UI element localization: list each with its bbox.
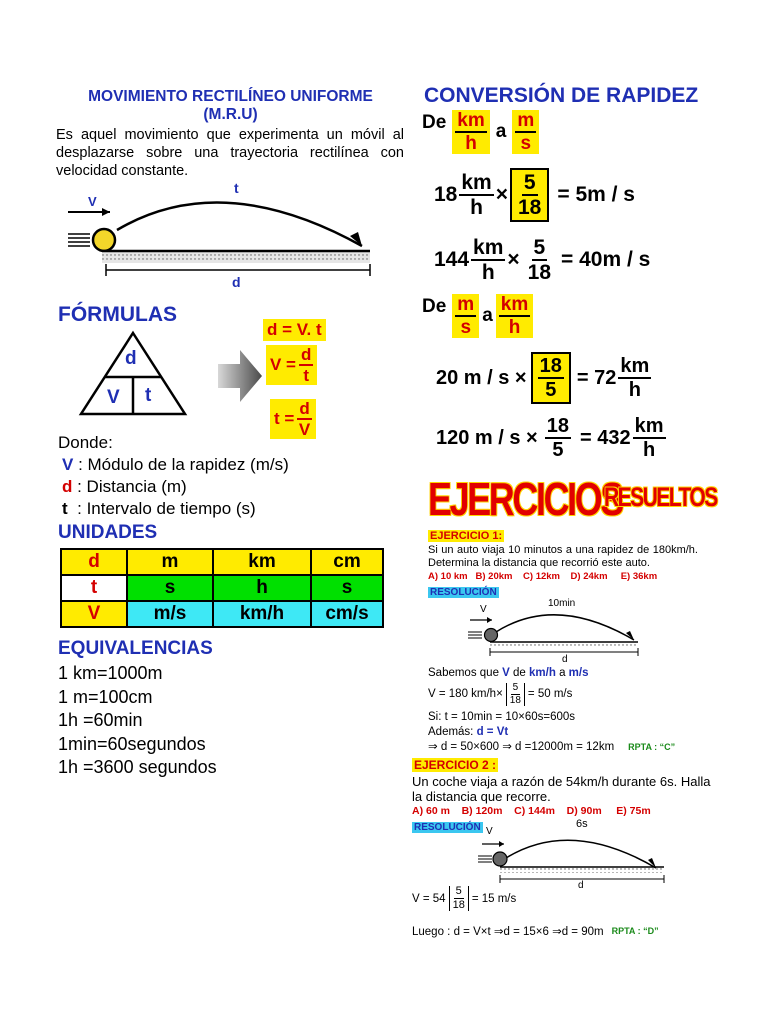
- eq3-kmh: [618, 356, 651, 400]
- eq1-coef: 18: [434, 183, 458, 206]
- eq1-factor: [510, 168, 549, 222]
- ex1-line2-left: V = 180 km/h×: [428, 688, 503, 700]
- kmh-den: h: [465, 133, 477, 154]
- ex2-options: A) 60 m B) 120m C) 144m D) 90m E) 75m: [412, 805, 651, 817]
- ex2-line2-text: Luego : d = V×t ⇒d = 15×6 ⇒d = 90m: [412, 926, 604, 938]
- conversion-eq2: [434, 237, 650, 283]
- ex1-line5-text: ⇒ d = 50×600 ⇒ d =12000m = 12km: [428, 741, 615, 753]
- eq4-result: = 432: [580, 426, 631, 449]
- ms-fraction-2: [452, 294, 479, 338]
- eq1-times: ×: [495, 183, 508, 206]
- ex2-resolucion: RESOLUCIÓN: [414, 822, 481, 833]
- formula-triangle: [78, 330, 188, 418]
- ms-num: m: [517, 110, 535, 131]
- ex1-diag-d: d: [562, 654, 568, 665]
- conversion-title: CONVERSIÓN DE RAPIDEZ: [424, 84, 699, 107]
- donde-sym: t: [62, 499, 68, 518]
- table-cell: m/s: [127, 601, 213, 627]
- eq3-factor: [531, 352, 571, 404]
- diagram-d-label: d: [232, 274, 241, 290]
- mru-diagram: [62, 178, 382, 290]
- mru-definition: Es aquel movimiento que experimenta un móvil al desplazarse sobre una trayectoria rectilínea con velocidad constante.: [56, 127, 404, 179]
- arrow-icon: [218, 348, 264, 404]
- eq4-factor-num: 18: [546, 415, 569, 437]
- table-cell: d: [61, 549, 127, 575]
- table-cell: h: [213, 575, 311, 601]
- list-item: 1 m=100cm: [58, 686, 153, 707]
- table-cell: s: [311, 575, 383, 601]
- ex1-diag-t: 10min: [548, 598, 576, 609]
- ex1-line1: [428, 666, 708, 681]
- donde-text: : Módulo de la rapidez (m/s): [73, 455, 289, 474]
- eq4-left: 120 m / s ×: [436, 426, 538, 449]
- eq3-result: = 72: [576, 366, 617, 389]
- table-cell: cm: [311, 549, 383, 575]
- ms-den: s: [520, 133, 532, 154]
- ex2-line1-den: 18: [452, 899, 465, 911]
- ex1-line5: [428, 740, 708, 755]
- donde-item: [58, 454, 289, 476]
- ex2-title: EJERCICIO 2 :: [414, 758, 497, 772]
- eq4-factor-den: 5: [552, 439, 564, 461]
- eq2-result: = 40m / s: [561, 248, 651, 271]
- formula-d: d = V. t: [263, 319, 326, 341]
- donde-item: [58, 476, 289, 498]
- table-row: [61, 549, 383, 575]
- banner-small: RESUELTOS: [604, 482, 717, 512]
- formula-v: [266, 345, 317, 385]
- list-item: 1h =60min: [58, 710, 143, 730]
- ex1-title: EJERCICIO 1:: [430, 530, 503, 542]
- table-cell: s: [127, 575, 213, 601]
- eq3-factor-den: 5: [545, 379, 557, 401]
- ejercicio-1: [428, 526, 698, 600]
- kmh2-den: h: [508, 317, 521, 338]
- donde-text: : Intervalo de tiempo (s): [67, 499, 256, 518]
- ex1-resolucion: RESOLUCIÓN: [430, 587, 497, 598]
- table-row: [61, 575, 383, 601]
- equivalencias-list: [58, 662, 217, 780]
- mru-title-line2: (M.R.U): [203, 106, 258, 123]
- table-cell: km/h: [213, 601, 311, 627]
- kmh-num: km: [457, 110, 485, 131]
- ex1-line2: [428, 683, 708, 706]
- diagram-v-label: V: [88, 194, 97, 209]
- ex2-diag-d: d: [578, 880, 584, 891]
- ex1-line2-num: 5: [512, 682, 519, 693]
- a-label: a: [482, 305, 493, 326]
- ex1-line4: [428, 725, 708, 740]
- ms-fraction: [512, 110, 539, 154]
- list-item: 1h =3600 segundos: [58, 757, 217, 777]
- donde-sym: d: [62, 477, 73, 496]
- kmh-fraction-2: [496, 294, 533, 338]
- eq3-km: km: [620, 355, 650, 377]
- speed-lines: [68, 234, 90, 246]
- formulas-title: FÓRMULAS: [58, 303, 177, 326]
- ex1-options: A) 10 km B) 20km C) 12km D) 24km E) 36km: [428, 571, 658, 582]
- eq2-km: km: [473, 236, 504, 259]
- list-item: 1min=60segundos: [58, 733, 206, 754]
- eq1-h: h: [470, 196, 483, 219]
- ex1-diag-v: V: [480, 604, 487, 615]
- moving-ball: [93, 229, 115, 251]
- ex1-line1-a: Sabemos que: [428, 667, 503, 679]
- unidades-table: [60, 548, 384, 628]
- donde-block: [58, 432, 289, 520]
- conversion-eq3: [436, 352, 651, 404]
- ex2-statement: Un coche viaja a razón de 54km/h durante 6s. Halla la distancia que recorre.: [412, 774, 711, 804]
- a-label: a: [495, 121, 507, 142]
- conversion-eq1: [434, 168, 635, 222]
- ms2-num: m: [457, 294, 475, 315]
- kmh-fraction: [452, 110, 489, 154]
- unidades-title: UNIDADES: [58, 522, 158, 543]
- eq3-h: h: [628, 379, 641, 401]
- ex1-line1-v: V: [502, 667, 510, 679]
- conversion-ms-to-kmh: [422, 294, 533, 338]
- eq2-factor-num: 5: [533, 236, 546, 259]
- eq1-km: km: [461, 171, 492, 194]
- eq4-h: h: [642, 439, 656, 461]
- donde-text: : Distancia (m): [72, 477, 187, 496]
- eq2-factor-den: 18: [527, 261, 552, 284]
- ex1-line1-e: m/s: [568, 667, 589, 679]
- ex1-line4-a: Además:: [428, 726, 477, 738]
- table-cell: V: [61, 601, 127, 627]
- ex2-line1-right: = 15 m/s: [471, 892, 517, 905]
- triangle-d: d: [125, 348, 137, 369]
- eq4-kmh: [633, 416, 666, 460]
- ex2-line1-num: 5: [455, 885, 462, 897]
- ex1-line1-b: de: [509, 667, 530, 679]
- trajectory-arc: [117, 203, 362, 246]
- eq2-coef: 144: [434, 248, 470, 271]
- table-cell: t: [61, 575, 127, 601]
- ex1-line1-d: a: [555, 667, 569, 679]
- ex1-line3: Si: t = 10min = 10×60s=600s: [428, 711, 576, 723]
- ex1-solution: [428, 666, 708, 755]
- eq2-factor: [522, 237, 557, 283]
- ex2-line1-left: V = 54: [412, 892, 446, 905]
- table-cell: km: [213, 549, 311, 575]
- eq3-factor-num: 18: [539, 355, 562, 377]
- ms2-den: s: [460, 317, 472, 338]
- ejercicios-banner: [428, 472, 717, 528]
- ex1-line2-right: = 50 m/s: [527, 688, 573, 700]
- de-label: De: [422, 296, 447, 317]
- ex2-diagram: [476, 824, 668, 890]
- table-cell: cm/s: [311, 601, 383, 627]
- ex1-bracket: [506, 683, 525, 706]
- ex2-bracket: [449, 886, 469, 911]
- formula-t-num: d: [299, 399, 310, 418]
- ex1-diagram: [466, 600, 646, 662]
- ex1-rpta: RPTA : “C”: [628, 742, 676, 752]
- ex2-diag-t: 6s: [576, 818, 588, 830]
- ex1-line4-b: d = Vt: [476, 726, 509, 738]
- donde-item: [58, 498, 289, 520]
- kmh2-num: km: [500, 294, 529, 315]
- diagram-t-label: t: [234, 180, 239, 196]
- formula-t-den: V: [298, 420, 311, 439]
- banner-big: EJERCICIOS: [428, 473, 622, 525]
- eq2-kmh: [471, 237, 505, 283]
- eq1-factor-den: 18: [517, 196, 542, 219]
- eq1-factor-num: 5: [523, 171, 536, 194]
- ex1-line2-den: 18: [509, 695, 521, 706]
- eq4-km: km: [634, 415, 664, 437]
- formula-v-den: t: [303, 366, 310, 385]
- equivalencias-title: EQUIVALENCIAS: [58, 638, 213, 659]
- ex2-line1: [412, 886, 516, 911]
- eq2-h: h: [481, 261, 495, 284]
- eq3-left: 20 m / s ×: [436, 366, 527, 389]
- formula-t-left: t =: [274, 409, 295, 428]
- ex1-line1-c: km/h: [529, 667, 556, 679]
- ex2-diag-v: V: [486, 826, 493, 837]
- de-label: De: [422, 112, 447, 133]
- donde-sym: V: [62, 455, 74, 474]
- triangle-t: t: [145, 385, 152, 406]
- formula-v-left: V =: [270, 355, 296, 374]
- donde-label: Donde:: [58, 433, 113, 452]
- mru-title: [58, 88, 403, 124]
- ex1-statement: Si un auto viaja 10 minutos a una rapidez de 180km/h. Determina la distancia que recorrió este auto.: [428, 544, 698, 569]
- eq1-result: = 5m / s: [557, 183, 635, 206]
- eq1-kmh: [459, 172, 493, 218]
- conversion-kmh-to-ms: [422, 110, 539, 154]
- ex2-line2: [412, 924, 659, 938]
- eq2-times: ×: [507, 248, 520, 271]
- table-row: [61, 601, 383, 627]
- list-item: 1 km=1000m: [58, 663, 163, 683]
- conversion-eq4: [436, 416, 666, 460]
- triangle-v: V: [107, 387, 120, 408]
- table-cell: m: [127, 549, 213, 575]
- mru-title-line1: MOVIMIENTO RECTILÍNEO UNIFORME: [88, 88, 373, 105]
- formula-v-num: d: [301, 345, 312, 364]
- eq4-factor: [540, 416, 576, 460]
- ex2-rpta: RPTA : “D”: [611, 926, 659, 936]
